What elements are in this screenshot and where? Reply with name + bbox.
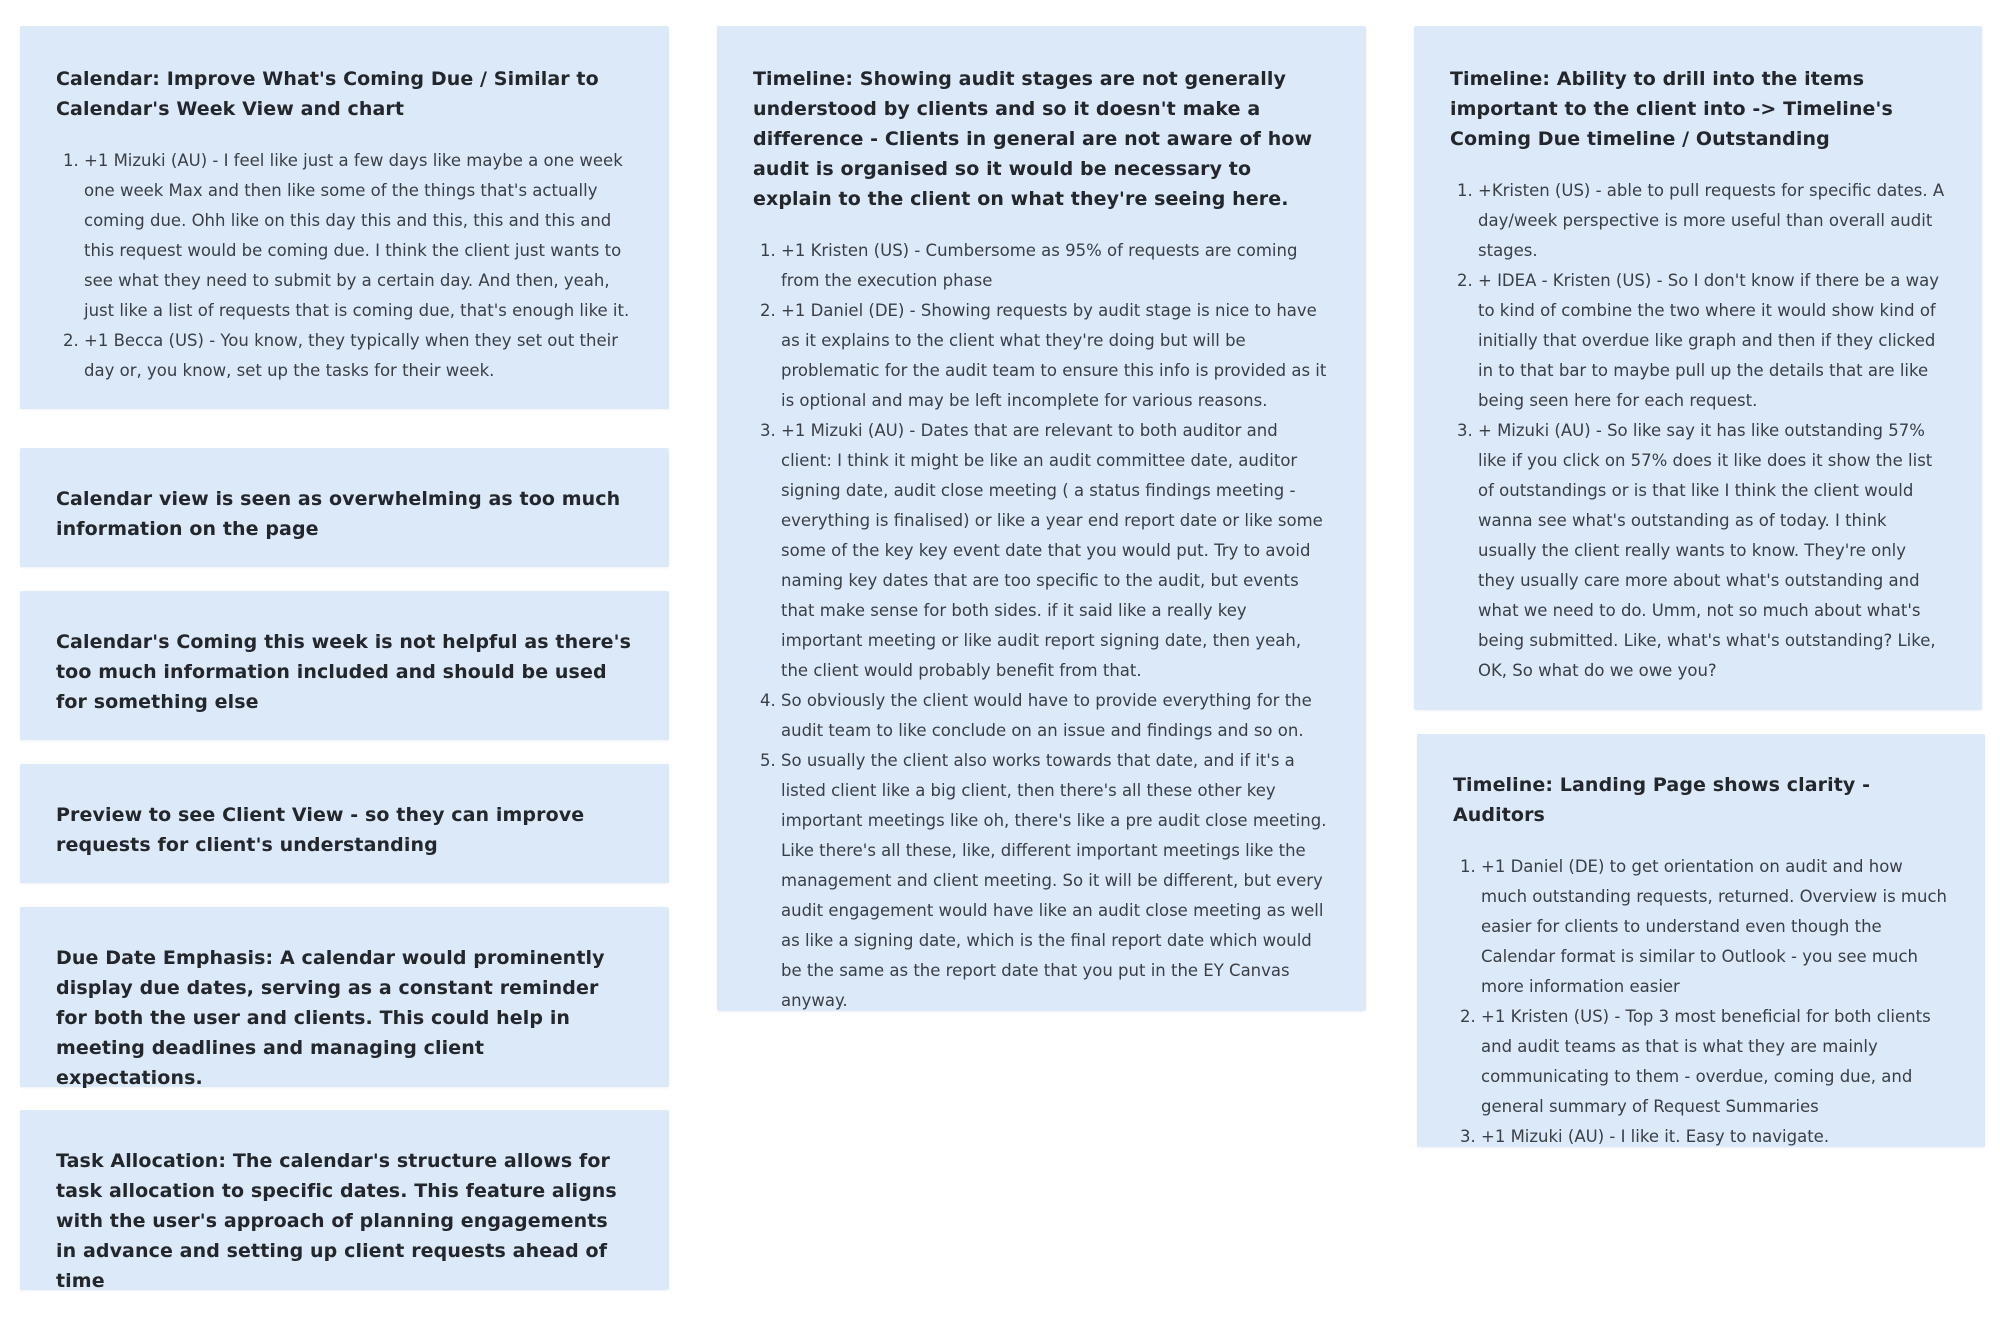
note-title: Task Allocation: The calendar's structure allows for task allocation to specific dates. This feature aligns with the user's approach of planning engagements in advance and setting up client requests ahead of time bbox=[56, 1150, 617, 1292]
note-list bbox=[56, 146, 633, 386]
note-list-item: 3. +1 Mizuki (AU) - Dates that are relevant to both auditor and client: I think it might be like an audit committee date, auditor signing date, audit close meeting ( a status findings meeting - everything is finalised) or like a year end report date or like some some of the key key event date that you would put. Try to avoid naming key dates that are too specific to the audit, but events that make sense for both sides. if it said like a really key important meeting or like audit report signing date, then yeah, the client would probably benefit from that. bbox=[781, 416, 1330, 686]
note-card-coming-this-week[interactable] bbox=[20, 591, 669, 740]
note-list-item: 1. +1 Kristen (US) - Cumbersome as 95% of requests are coming from the execution phase bbox=[781, 236, 1330, 296]
note-card-calendar-coming-due[interactable] bbox=[20, 26, 669, 409]
note-title: Calendar's Coming this week is not helpful as there's too much information included and should be used for something else bbox=[56, 631, 631, 713]
note-title: Timeline: Landing Page shows clarity - Auditors bbox=[1453, 774, 1871, 826]
note-card-timeline-audit-stages[interactable] bbox=[717, 26, 1366, 1011]
note-title: Calendar view is seen as overwhelming as too much information on the page bbox=[56, 488, 621, 540]
note-list-item: 2. +1 Kristen (US) - Top 3 most beneficial for both clients and audit teams as that is what they are mainly communicating to them - overdue, coming due, and general summary of Request Summaries bbox=[1481, 1002, 1949, 1122]
note-list-item: 3. +1 Mizuki (AU) - I like it. Easy to navigate. bbox=[1481, 1122, 1949, 1152]
note-list bbox=[1453, 852, 1949, 1152]
note-card-task-allocation[interactable] bbox=[20, 1110, 669, 1290]
note-list-item: 5. So usually the client also works towards that date, and if it's a listed client like a big client, then there's all these other key important meetings like oh, there's like a pre audit close meeting. Like there's all these, like, different important meetings like the management and client meeting. So it will be different, but every audit engagement would have like an audit close meeting as well as like a signing date, which is the final report date which would be the same as the report date that you put in the EY Canvas anyway. bbox=[781, 746, 1330, 1016]
note-list-item: 1. +1 Mizuki (AU) - I feel like just a few days like maybe a one week one week Max and then like some of the things that's actually coming due. Ohh like on this day this and this, this and this and this request would be coming due. I think the client just wants to see what they need to submit by a certain day. And then, yeah, just like a list of requests that is coming due, that's enough like it. bbox=[84, 146, 633, 326]
note-list-item: 3. + Mizuki (AU) - So like say it has like outstanding 57% like if you click on 57% does it like does it show the list of outstandings or is that like I think the client would wanna see what's outstanding as of today. I think usually the client really wants to know. They're only they usually care more about what's outstanding and what we need to do. Umm, not so much about what's being submitted. Like, what's what's outstanding? Like, OK, So what do we owe you? bbox=[1478, 416, 1946, 686]
note-title: Timeline: Ability to drill into the items important to the client into -> Timeline's Coming Due timeline / Outstanding bbox=[1450, 68, 1893, 150]
note-list-item: 2. +1 Becca (US) - You know, they typically when they set out their day or, you know, set up the tasks for their week. bbox=[84, 326, 633, 386]
note-list-item: 1. +1 Daniel (DE) to get orientation on audit and how much outstanding requests, returned. Overview is much easier for clients to understand even though the Calendar format is similar to Outlook - you see much more information easier bbox=[1481, 852, 1949, 1002]
note-list bbox=[753, 236, 1330, 1016]
note-list bbox=[1450, 176, 1946, 686]
note-title: Preview to see Client View - so they can improve requests for client's understanding bbox=[56, 804, 585, 856]
note-card-preview-client-view[interactable] bbox=[20, 764, 669, 883]
note-title: Calendar: Improve What's Coming Due / Similar to Calendar's Week View and chart bbox=[56, 68, 599, 120]
note-list-item: 1. +Kristen (US) - able to pull requests for specific dates. A day/week perspective is more useful than overall audit stages. bbox=[1478, 176, 1946, 266]
note-title: Timeline: Showing audit stages are not generally understood by clients and so it doesn't make a difference - Clients in general are not aware of how audit is organised so it would be necessary to explain to the client on what they're seeing here. bbox=[753, 68, 1313, 210]
note-card-timeline-landing[interactable] bbox=[1417, 734, 1985, 1147]
note-list-item: 2. +1 Daniel (DE) - Showing requests by audit stage is nice to have as it explains to the client what they're doing but will be problematic for the audit team to ensure this info is provided as it is optional and may be left incomplete for various reasons. bbox=[781, 296, 1330, 416]
note-list-item: 4. So obviously the client would have to provide everything for the audit team to like conclude on an issue and findings and so on. bbox=[781, 686, 1330, 746]
note-card-calendar-overwhelming[interactable] bbox=[20, 448, 669, 567]
note-card-due-date-emphasis[interactable] bbox=[20, 907, 669, 1087]
note-card-timeline-drill[interactable] bbox=[1414, 26, 1982, 710]
note-title: Due Date Emphasis: A calendar would prominently display due dates, serving as a constant reminder for both the user and clients. This could help in meeting deadlines and managing client expectations. bbox=[56, 947, 605, 1089]
note-list-item: 2. + IDEA - Kristen (US) - So I don't know if there be a way to kind of combine the two where it would show kind of initially that overdue like graph and then if they clicked in to that bar to maybe pull up the details that are like being seen here for each request. bbox=[1478, 266, 1946, 416]
